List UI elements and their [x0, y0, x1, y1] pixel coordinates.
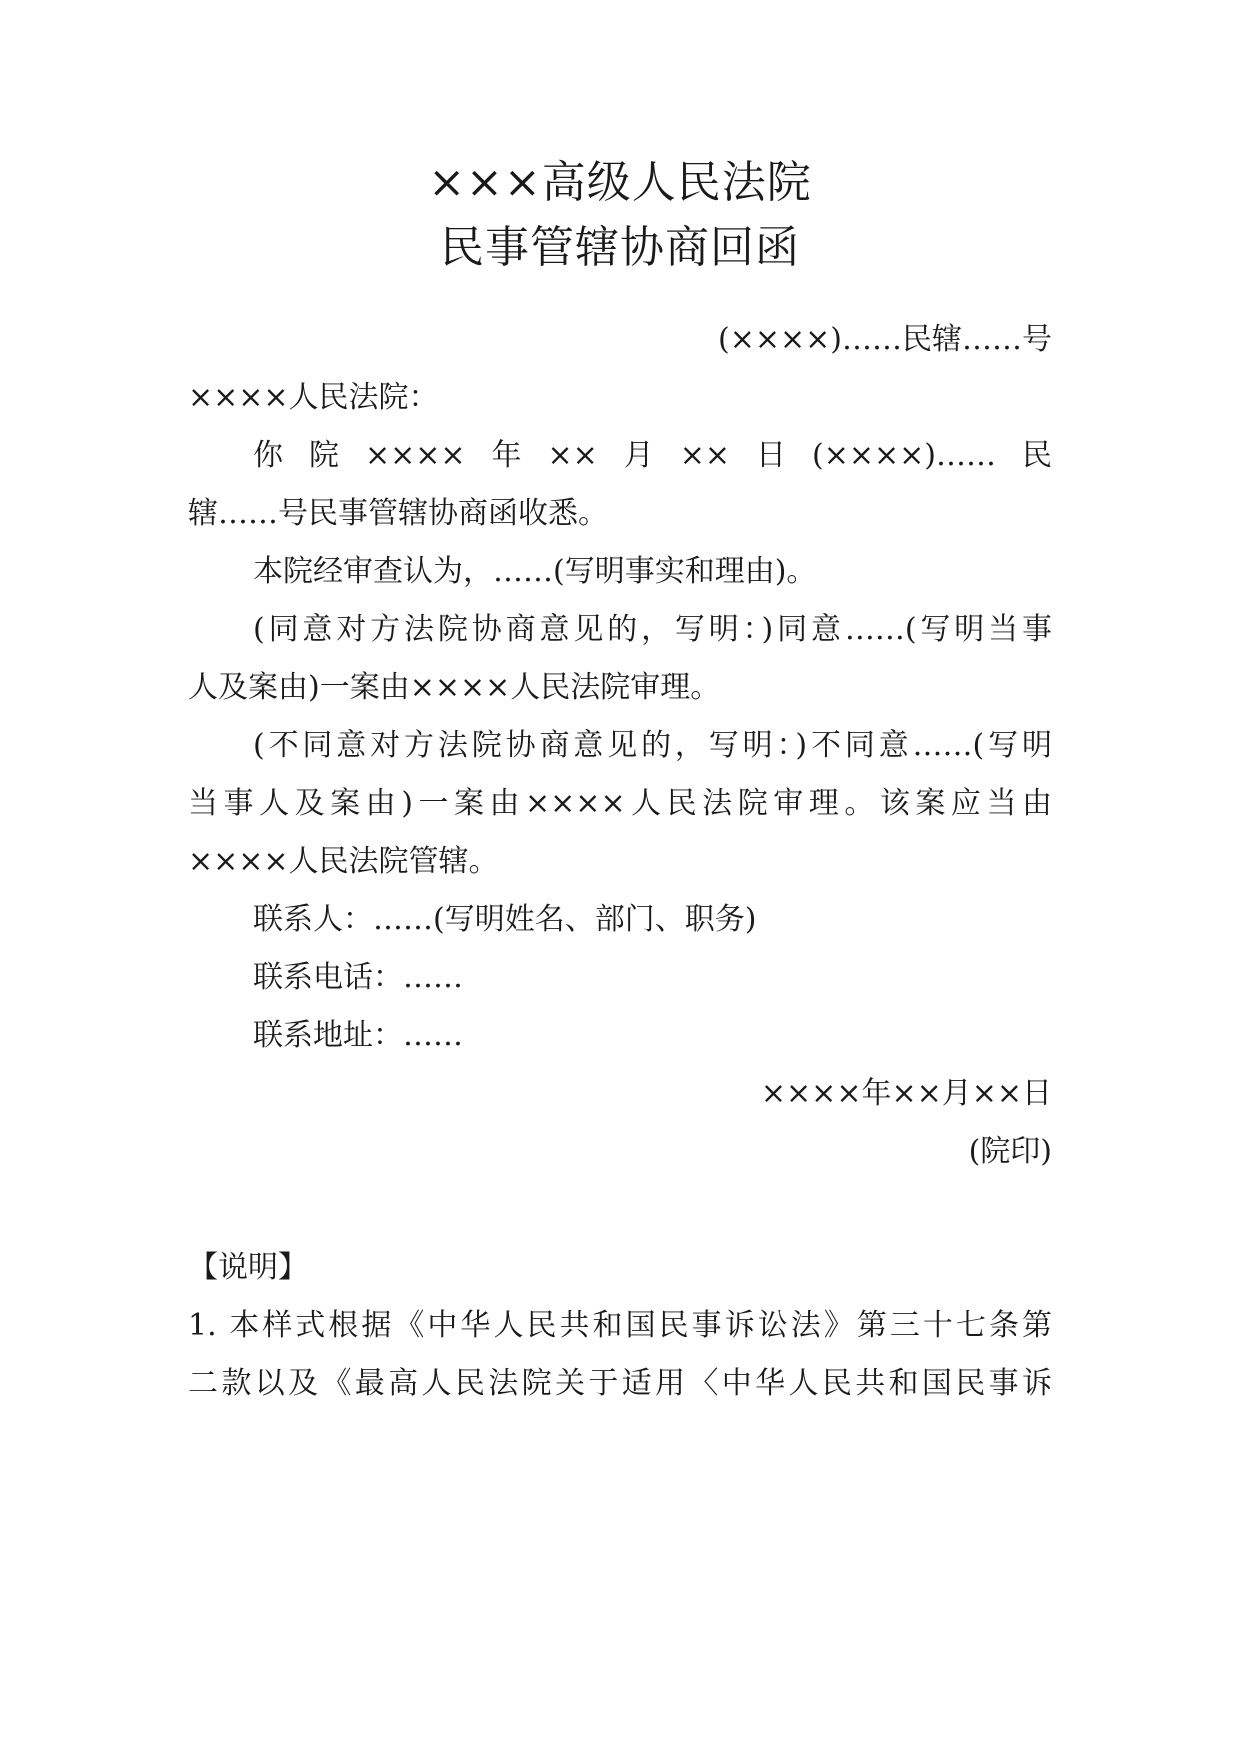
paragraph-4-line-2: 当事人及案由)一案由××××人民法院审理。该案应当由 [188, 786, 1052, 821]
paragraph-4-line-1: (不同意对方法院协商意见的，写明：)不同意……(写明 [253, 728, 1052, 763]
paragraph-3-line-2: 人及案由)一案由××××人民法院审理。 [188, 670, 721, 705]
paragraph-4-line-3: ××××人民法院管辖。 [188, 844, 499, 879]
court-name-title: ×××高级人民法院 [428, 157, 812, 208]
notes-heading: 【说明】 [188, 1250, 308, 1285]
paragraph-3-line-1: (同意对方法院协商意见的，写明：)同意……(写明当事 [253, 612, 1052, 647]
addressee: ××××人民法院： [188, 380, 439, 415]
court-seal-label: (院印) [968, 1134, 1052, 1169]
contact-phone: 联系电话：…… [253, 960, 463, 995]
contact-address: 联系地址：…… [253, 1018, 463, 1053]
case-number: (××××)……民辖……号 [718, 322, 1052, 357]
paragraph-1-line-2: 辖……号民事管辖协商函收悉。 [188, 496, 608, 531]
contact-person: 联系人：……(写明姓名、部门、职务) [253, 902, 757, 937]
document-title: 民事管辖协商回函 [440, 222, 800, 273]
document-date: ××××年××月××日 [760, 1076, 1052, 1111]
notes-item-1-line-2: 二款以及《最高人民法院关于适用〈中华人民共和国民事诉 [188, 1366, 1052, 1401]
paragraph-2: 本院经审查认为，……(写明事实和理由)。 [253, 554, 817, 589]
paragraph-1-line-1: 你院××××年××月××日(××××)……民 [253, 438, 1052, 473]
notes-item-1-line-1: 1. 本样式根据《中华人民共和国民事诉讼法》第三十七条第 [188, 1308, 1052, 1343]
